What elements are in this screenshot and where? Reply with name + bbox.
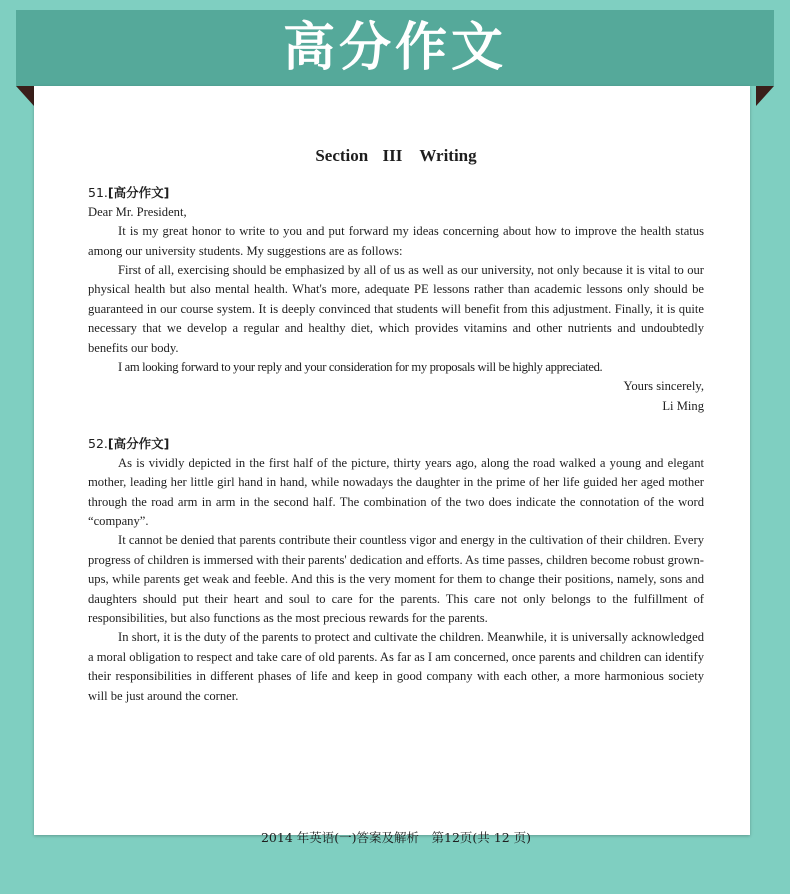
- q52-paragraph-2: It cannot be denied that parents contribute their countless vigor and energy in the cultivation of their children. Every progress of children is immersed with their parents' dedication and efforts. As time passes, children become robust grown-ups, while parents get weak and feeble. And this is the very moment for them to change their positions, namely, sons and daughters should put their heart and soul to care for the parents. This care not only belongs to the fulfillment of responsibilities, but also functions as the most precious rewards for the parents.: [88, 533, 704, 625]
- q51-paragraph-3: I am looking forward to your reply and your consideration for my proposals will be highly appreciated.: [118, 360, 603, 375]
- question-52-number: 52.: [88, 436, 108, 452]
- question-51-number: 51.: [88, 185, 108, 201]
- letter-salutation: Dear Mr. President,: [88, 204, 187, 219]
- document-body: [88, 146, 704, 845]
- question-51-label: [88, 183, 704, 202]
- page-footer: 2014 年英语(一)答案及解析 第12页(共 12 页): [260, 830, 532, 845]
- header-banner: [16, 10, 774, 86]
- question-51-tag: [高分作文]: [107, 185, 170, 201]
- question-52-tag: [高分作文]: [107, 436, 170, 452]
- question-52-label: [88, 434, 704, 453]
- answer-sheet: [34, 86, 750, 845]
- section-title: Section III Writing: [315, 146, 477, 165]
- letter-signature: Li Ming: [662, 398, 704, 413]
- spacer: [88, 416, 704, 434]
- banner-fold-right: [756, 86, 774, 106]
- q51-paragraph-2: First of all, exercising should be emphasized by all of us as well as our university, not only because it is vital to our physical health but also mental health. What's more, adequate PE lessons rather than academic lessons only should be guaranteed in our course system. It is deeply convinced that students will benefit from this adjustment. Finally, it is quite necessary that we develop a regular and healthy diet, which provides vitamins and other nutrients and undoubtedly benefits our body.: [88, 263, 704, 355]
- banner-fold-left: [16, 86, 34, 106]
- q51-paragraph-1: It is my great honor to write to you and put forward my ideas concerning about how to improve the health status among our university students. My suggestions are as follows:: [88, 224, 704, 258]
- q52-paragraph-3: In short, it is the duty of the parents to protect and cultivate the children. Meanwhile, it is universally acknowledged a moral obligation to respect and take care of old parents. As far as I am concerned, once parents and children can identify their responsibilities in different phases of life and keep in good company with each other, a more harmonious society will be just around the corner.: [88, 630, 704, 703]
- banner-title: 高分作文: [282, 18, 507, 78]
- letter-closing: Yours sincerely,: [623, 379, 704, 394]
- q52-paragraph-1: As is vividly depicted in the first half of the picture, thirty years ago, along the road walked a young and elegant mother, leading her little girl hand in hand, while nowadays the daughter in the prime of her life guided her aged mother through the road arm in arm in the second half. The combination of the two does indicate the connotation of the word “company”.: [88, 455, 704, 528]
